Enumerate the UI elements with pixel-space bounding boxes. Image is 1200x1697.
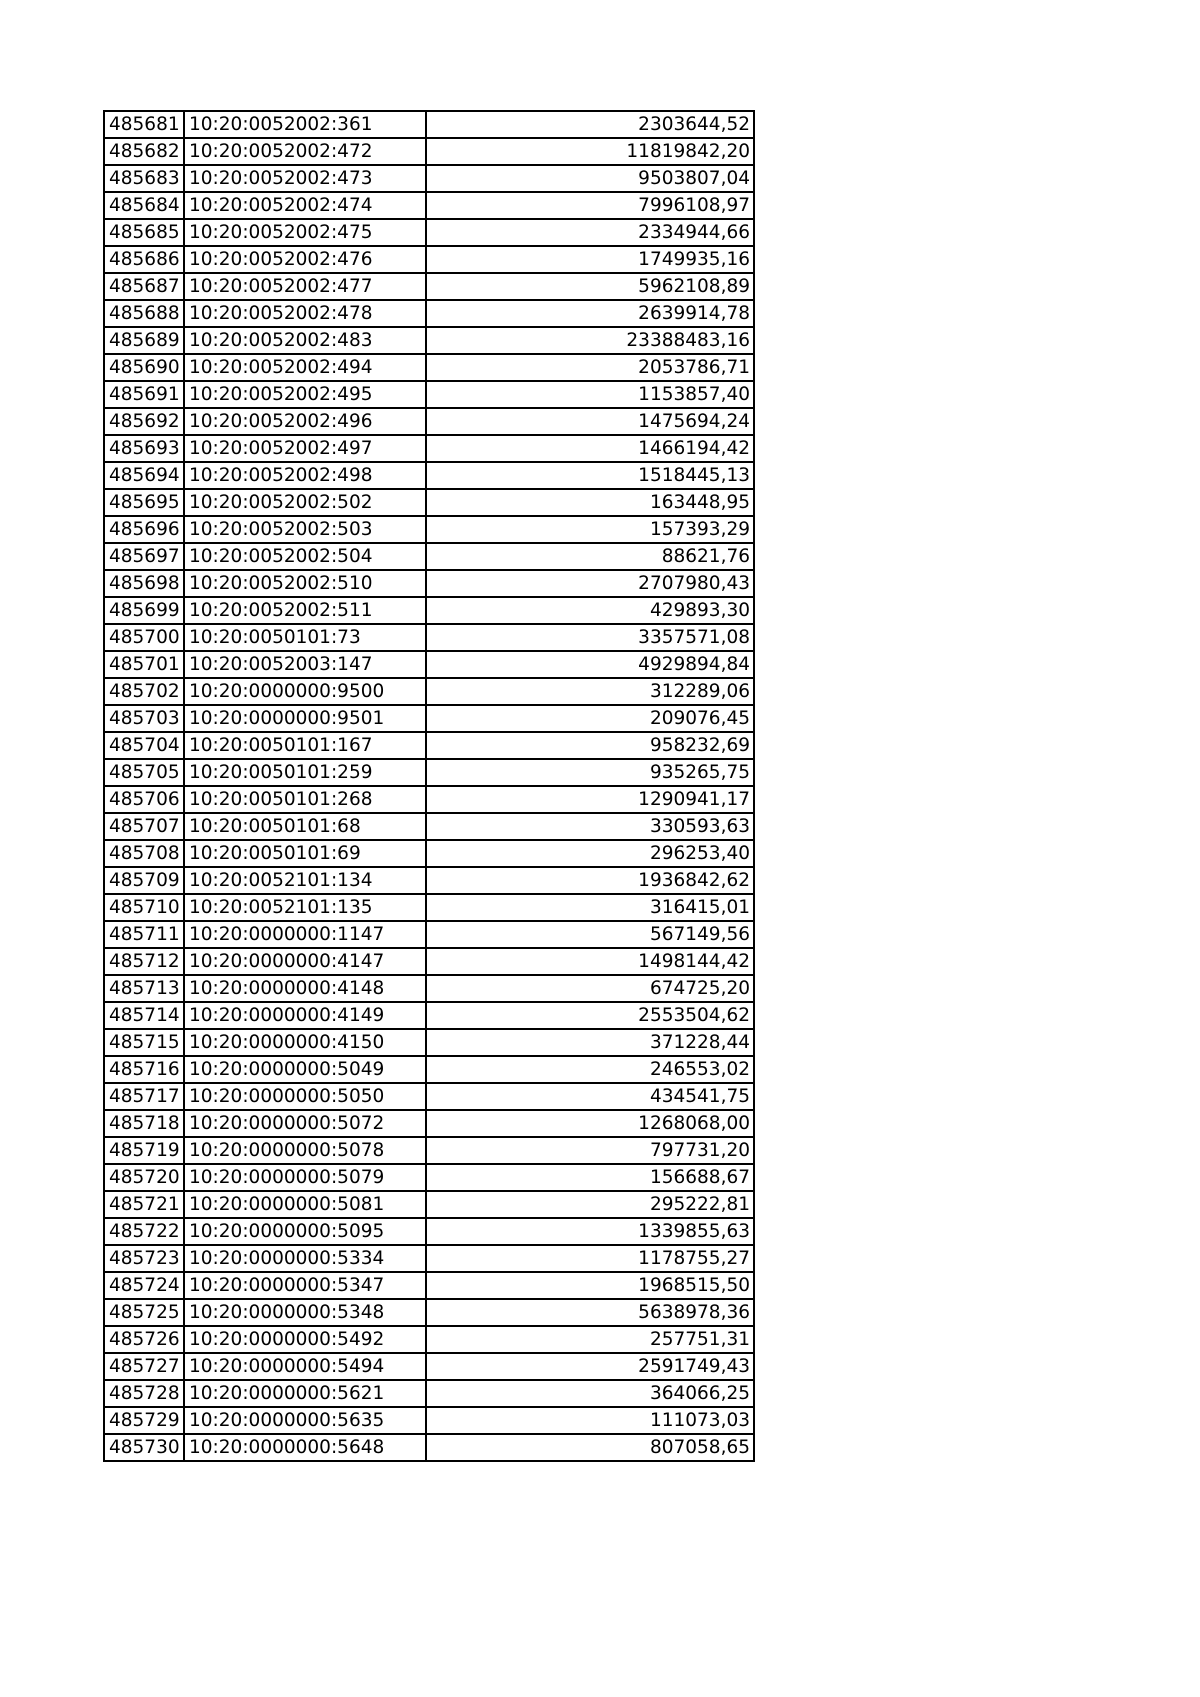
cadastral-value-cell: 156688,67 — [426, 1164, 754, 1191]
table-row — [104, 111, 754, 138]
row-number-cell: 485727 — [104, 1353, 184, 1380]
row-number-cell: 485699 — [104, 597, 184, 624]
table-row — [104, 165, 754, 192]
cadastral-value-cell: 674725,20 — [426, 975, 754, 1002]
cadastral-value-cell: 434541,75 — [426, 1083, 754, 1110]
row-number-cell: 485720 — [104, 1164, 184, 1191]
table-row — [104, 894, 754, 921]
cadastral-value-cell: 23388483,16 — [426, 327, 754, 354]
row-number-cell: 485730 — [104, 1434, 184, 1461]
row-number-cell: 485696 — [104, 516, 184, 543]
row-number-cell: 485685 — [104, 219, 184, 246]
cadastral-number-cell: 10:20:0000000:5081 — [184, 1191, 426, 1218]
cadastral-number-cell: 10:20:0050101:68 — [184, 813, 426, 840]
row-number-cell: 485719 — [104, 1137, 184, 1164]
table-row — [104, 1245, 754, 1272]
cadastral-value-cell: 5638978,36 — [426, 1299, 754, 1326]
cadastral-number-cell: 10:20:0052002:496 — [184, 408, 426, 435]
cadastral-number-cell: 10:20:0000000:5494 — [184, 1353, 426, 1380]
cadastral-value-cell: 9503807,04 — [426, 165, 754, 192]
cadastral-value-cell: 2639914,78 — [426, 300, 754, 327]
row-number-cell: 485729 — [104, 1407, 184, 1434]
row-number-cell: 485725 — [104, 1299, 184, 1326]
table-row — [104, 840, 754, 867]
cadastral-number-cell: 10:20:0000000:4150 — [184, 1029, 426, 1056]
cadastral-value-cell: 330593,63 — [426, 813, 754, 840]
table-row — [104, 921, 754, 948]
cadastral-value-cell: 2053786,71 — [426, 354, 754, 381]
table-row — [104, 732, 754, 759]
cadastral-value-cell: 1968515,50 — [426, 1272, 754, 1299]
cadastral-number-cell: 10:20:0052002:474 — [184, 192, 426, 219]
row-number-cell: 485694 — [104, 462, 184, 489]
table-row — [104, 705, 754, 732]
cadastral-value-cell: 11819842,20 — [426, 138, 754, 165]
cadastral-value-cell: 163448,95 — [426, 489, 754, 516]
cadastral-value-cell: 157393,29 — [426, 516, 754, 543]
cadastral-number-cell: 10:20:0052002:361 — [184, 111, 426, 138]
table-row — [104, 1164, 754, 1191]
cadastral-number-cell: 10:20:0050101:268 — [184, 786, 426, 813]
table-row — [104, 570, 754, 597]
row-number-cell: 485721 — [104, 1191, 184, 1218]
cadastral-number-cell: 10:20:0052002:494 — [184, 354, 426, 381]
table-row — [104, 138, 754, 165]
cadastral-value-table — [103, 110, 755, 1462]
cadastral-number-cell: 10:20:0000000:4147 — [184, 948, 426, 975]
cadastral-number-cell: 10:20:0052002:510 — [184, 570, 426, 597]
table-row — [104, 1191, 754, 1218]
row-number-cell: 485724 — [104, 1272, 184, 1299]
cadastral-number-cell: 10:20:0052002:502 — [184, 489, 426, 516]
cadastral-number-cell: 10:20:0000000:4148 — [184, 975, 426, 1002]
cadastral-number-cell: 10:20:0050101:73 — [184, 624, 426, 651]
table-row — [104, 381, 754, 408]
row-number-cell: 485687 — [104, 273, 184, 300]
table-row — [104, 1083, 754, 1110]
cadastral-number-cell: 10:20:0000000:5049 — [184, 1056, 426, 1083]
table-row — [104, 1002, 754, 1029]
cadastral-value-cell: 295222,81 — [426, 1191, 754, 1218]
row-number-cell: 485714 — [104, 1002, 184, 1029]
cadastral-value-cell: 2303644,52 — [426, 111, 754, 138]
row-number-cell: 485713 — [104, 975, 184, 1002]
cadastral-value-cell: 567149,56 — [426, 921, 754, 948]
table-row — [104, 1353, 754, 1380]
cadastral-number-cell: 10:20:0050101:259 — [184, 759, 426, 786]
row-number-cell: 485689 — [104, 327, 184, 354]
table-row — [104, 1299, 754, 1326]
row-number-cell: 485704 — [104, 732, 184, 759]
cadastral-value-cell: 1290941,17 — [426, 786, 754, 813]
cadastral-number-cell: 10:20:0000000:5492 — [184, 1326, 426, 1353]
table-row — [104, 354, 754, 381]
cadastral-value-cell: 1178755,27 — [426, 1245, 754, 1272]
row-number-cell: 485711 — [104, 921, 184, 948]
cadastral-number-cell: 10:20:0000000:9501 — [184, 705, 426, 732]
cadastral-number-cell: 10:20:0052002:503 — [184, 516, 426, 543]
cadastral-number-cell: 10:20:0052002:477 — [184, 273, 426, 300]
cadastral-number-cell: 10:20:0000000:5078 — [184, 1137, 426, 1164]
table-row — [104, 435, 754, 462]
table-row — [104, 1137, 754, 1164]
cadastral-number-cell: 10:20:0000000:5050 — [184, 1083, 426, 1110]
cadastral-number-cell: 10:20:0000000:5348 — [184, 1299, 426, 1326]
table-row — [104, 786, 754, 813]
table-row — [104, 759, 754, 786]
table-row — [104, 948, 754, 975]
row-number-cell: 485698 — [104, 570, 184, 597]
cadastral-value-cell: 797731,20 — [426, 1137, 754, 1164]
cadastral-number-cell: 10:20:0000000:1147 — [184, 921, 426, 948]
row-number-cell: 485728 — [104, 1380, 184, 1407]
row-number-cell: 485715 — [104, 1029, 184, 1056]
cadastral-number-cell: 10:20:0052002:511 — [184, 597, 426, 624]
cadastral-value-cell: 1749935,16 — [426, 246, 754, 273]
table-row — [104, 867, 754, 894]
cadastral-value-cell: 1268068,00 — [426, 1110, 754, 1137]
table-row — [104, 1326, 754, 1353]
table-row — [104, 651, 754, 678]
cadastral-number-cell: 10:20:0000000:9500 — [184, 678, 426, 705]
row-number-cell: 485702 — [104, 678, 184, 705]
table-row — [104, 462, 754, 489]
row-number-cell: 485716 — [104, 1056, 184, 1083]
row-number-cell: 485701 — [104, 651, 184, 678]
row-number-cell: 485703 — [104, 705, 184, 732]
cadastral-number-cell: 10:20:0052002:495 — [184, 381, 426, 408]
cadastral-number-cell: 10:20:0052002:475 — [184, 219, 426, 246]
table-row — [104, 300, 754, 327]
row-number-cell: 485723 — [104, 1245, 184, 1272]
row-number-cell: 485726 — [104, 1326, 184, 1353]
table-row — [104, 1218, 754, 1245]
row-number-cell: 485722 — [104, 1218, 184, 1245]
row-number-cell: 485682 — [104, 138, 184, 165]
row-number-cell: 485712 — [104, 948, 184, 975]
cadastral-value-cell: 296253,40 — [426, 840, 754, 867]
row-number-cell: 485692 — [104, 408, 184, 435]
cadastral-value-cell: 2553504,62 — [426, 1002, 754, 1029]
cadastral-value-cell: 316415,01 — [426, 894, 754, 921]
row-number-cell: 485697 — [104, 543, 184, 570]
table-row — [104, 543, 754, 570]
table-row — [104, 678, 754, 705]
cadastral-number-cell: 10:20:0000000:5095 — [184, 1218, 426, 1245]
cadastral-value-cell: 1153857,40 — [426, 381, 754, 408]
cadastral-number-cell: 10:20:0052101:135 — [184, 894, 426, 921]
table-row — [104, 597, 754, 624]
table-row — [104, 1056, 754, 1083]
cadastral-value-cell: 111073,03 — [426, 1407, 754, 1434]
cadastral-value-cell: 3357571,08 — [426, 624, 754, 651]
cadastral-number-cell: 10:20:0052002:483 — [184, 327, 426, 354]
cadastral-number-cell: 10:20:0052002:478 — [184, 300, 426, 327]
row-number-cell: 485686 — [104, 246, 184, 273]
table-row — [104, 273, 754, 300]
cadastral-number-cell: 10:20:0050101:69 — [184, 840, 426, 867]
table-row — [104, 1110, 754, 1137]
cadastral-number-cell: 10:20:0000000:5635 — [184, 1407, 426, 1434]
cadastral-value-cell: 2334944,66 — [426, 219, 754, 246]
cadastral-value-cell: 2707980,43 — [426, 570, 754, 597]
cadastral-number-cell: 10:20:0000000:5334 — [184, 1245, 426, 1272]
cadastral-value-cell: 371228,44 — [426, 1029, 754, 1056]
cadastral-value-cell: 7996108,97 — [426, 192, 754, 219]
row-number-cell: 485684 — [104, 192, 184, 219]
cadastral-value-cell: 5962108,89 — [426, 273, 754, 300]
table-row — [104, 246, 754, 273]
cadastral-value-cell: 1339855,63 — [426, 1218, 754, 1245]
table-row — [104, 327, 754, 354]
table-row — [104, 489, 754, 516]
row-number-cell: 485706 — [104, 786, 184, 813]
row-number-cell: 485690 — [104, 354, 184, 381]
cadastral-value-cell: 1475694,24 — [426, 408, 754, 435]
cadastral-number-cell: 10:20:0052003:147 — [184, 651, 426, 678]
cadastral-number-cell: 10:20:0052002:498 — [184, 462, 426, 489]
cadastral-value-cell: 429893,30 — [426, 597, 754, 624]
table-body — [104, 111, 754, 1461]
row-number-cell: 485691 — [104, 381, 184, 408]
row-number-cell: 485688 — [104, 300, 184, 327]
cadastral-number-cell: 10:20:0000000:5621 — [184, 1380, 426, 1407]
row-number-cell: 485710 — [104, 894, 184, 921]
row-number-cell: 485717 — [104, 1083, 184, 1110]
cadastral-value-cell: 364066,25 — [426, 1380, 754, 1407]
cadastral-number-cell: 10:20:0052101:134 — [184, 867, 426, 894]
row-number-cell: 485700 — [104, 624, 184, 651]
cadastral-value-cell: 209076,45 — [426, 705, 754, 732]
cadastral-value-cell: 1466194,42 — [426, 435, 754, 462]
table-row — [104, 219, 754, 246]
row-number-cell: 485718 — [104, 1110, 184, 1137]
cadastral-value-cell: 2591749,43 — [426, 1353, 754, 1380]
table-row — [104, 1380, 754, 1407]
cadastral-value-cell: 4929894,84 — [426, 651, 754, 678]
cadastral-number-cell: 10:20:0050101:167 — [184, 732, 426, 759]
row-number-cell: 485708 — [104, 840, 184, 867]
cadastral-number-cell: 10:20:0000000:5079 — [184, 1164, 426, 1191]
cadastral-value-cell: 1498144,42 — [426, 948, 754, 975]
row-number-cell: 485705 — [104, 759, 184, 786]
table-row — [104, 516, 754, 543]
cadastral-value-cell: 246553,02 — [426, 1056, 754, 1083]
cadastral-number-cell: 10:20:0052002:473 — [184, 165, 426, 192]
cadastral-value-cell: 257751,31 — [426, 1326, 754, 1353]
cadastral-value-cell: 88621,76 — [426, 543, 754, 570]
cadastral-value-cell: 958232,69 — [426, 732, 754, 759]
cadastral-value-cell: 1936842,62 — [426, 867, 754, 894]
table-row — [104, 192, 754, 219]
cadastral-value-cell: 807058,65 — [426, 1434, 754, 1461]
row-number-cell: 485693 — [104, 435, 184, 462]
table-row — [104, 624, 754, 651]
row-number-cell: 485681 — [104, 111, 184, 138]
row-number-cell: 485707 — [104, 813, 184, 840]
cadastral-number-cell: 10:20:0052002:504 — [184, 543, 426, 570]
row-number-cell: 485695 — [104, 489, 184, 516]
table-row — [104, 408, 754, 435]
cadastral-value-cell: 935265,75 — [426, 759, 754, 786]
table-row — [104, 1029, 754, 1056]
cadastral-number-cell: 10:20:0000000:5347 — [184, 1272, 426, 1299]
cadastral-number-cell: 10:20:0000000:5648 — [184, 1434, 426, 1461]
table-row — [104, 975, 754, 1002]
cadastral-number-cell: 10:20:0052002:497 — [184, 435, 426, 462]
table-row — [104, 813, 754, 840]
table-row — [104, 1407, 754, 1434]
cadastral-number-cell: 10:20:0052002:476 — [184, 246, 426, 273]
table-row — [104, 1272, 754, 1299]
cadastral-number-cell: 10:20:0000000:4149 — [184, 1002, 426, 1029]
cadastral-value-cell: 312289,06 — [426, 678, 754, 705]
cadastral-value-cell: 1518445,13 — [426, 462, 754, 489]
table-row — [104, 1434, 754, 1461]
cadastral-number-cell: 10:20:0000000:5072 — [184, 1110, 426, 1137]
row-number-cell: 485683 — [104, 165, 184, 192]
row-number-cell: 485709 — [104, 867, 184, 894]
cadastral-number-cell: 10:20:0052002:472 — [184, 138, 426, 165]
